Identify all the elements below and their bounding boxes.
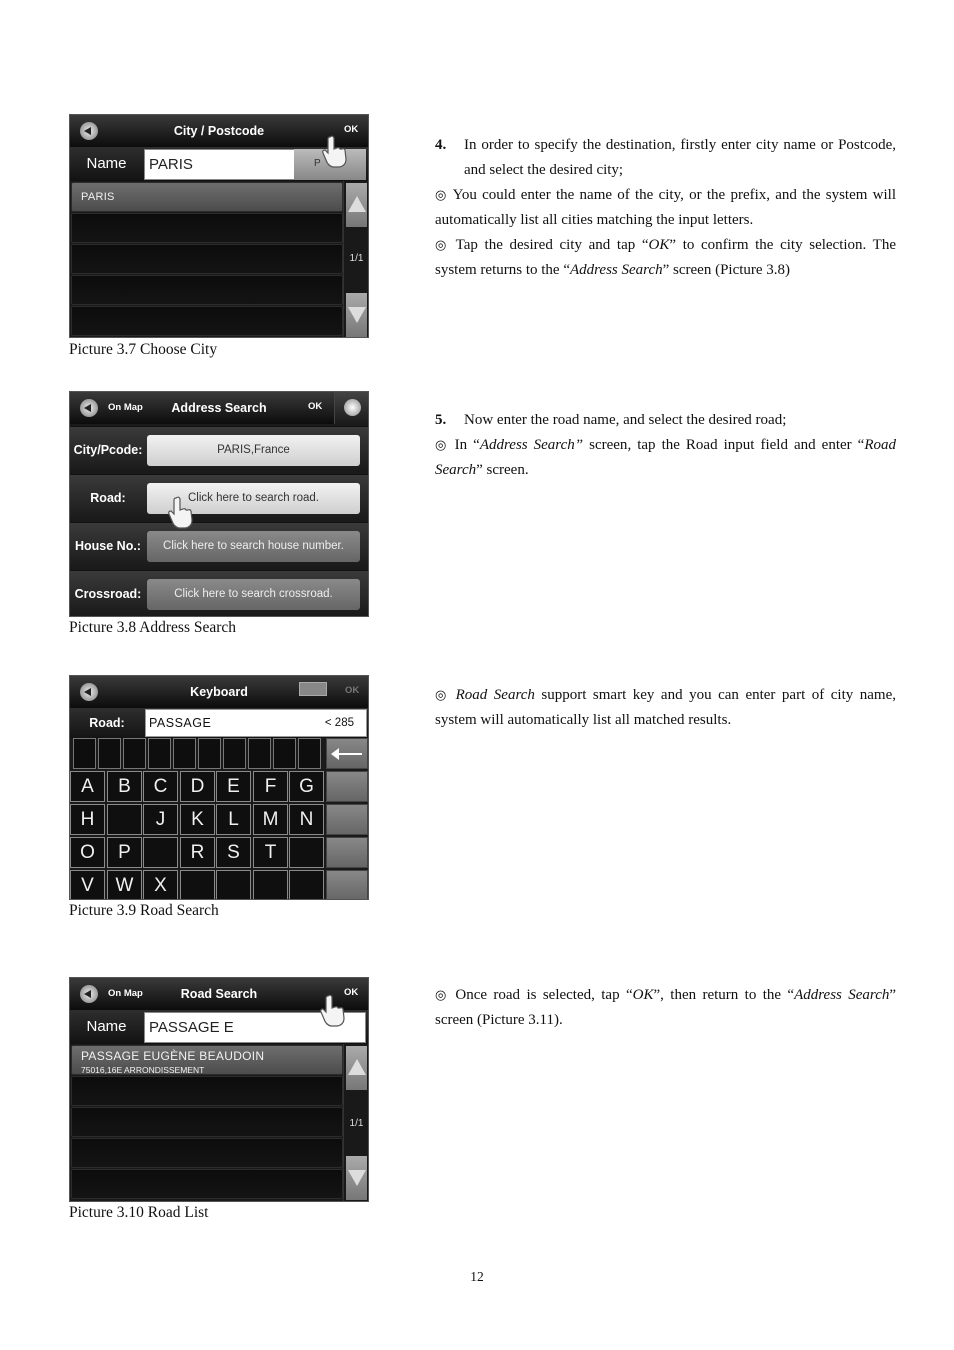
scroll-down-icon[interactable] — [346, 293, 367, 337]
navigation-button[interactable] — [334, 392, 368, 424]
title-bar — [70, 676, 368, 708]
ok-button[interactable]: OK — [308, 401, 323, 412]
side-key[interactable] — [326, 771, 368, 802]
city-postcode-screen — [69, 114, 369, 338]
scrollbar[interactable] — [343, 1044, 368, 1201]
smart-key[interactable] — [248, 738, 271, 769]
ok-button[interactable]: OK — [344, 987, 359, 998]
house-label: House No.: — [75, 539, 141, 553]
key-w[interactable]: W — [107, 870, 142, 900]
smart-key[interactable] — [73, 738, 96, 769]
key-s[interactable]: S — [216, 837, 251, 868]
bullet-symbol: ◎ — [435, 688, 450, 703]
crossroad-field[interactable]: Click here to search crossroad. — [147, 579, 360, 610]
side-key[interactable] — [326, 837, 368, 868]
road-input-text: PASSAGE — [149, 716, 212, 730]
house-field[interactable]: Click here to search house number. — [147, 531, 360, 562]
page-indicator: 1/1 — [349, 253, 364, 264]
on-map-button[interactable]: On Map — [108, 988, 143, 999]
city-input[interactable]: PARIS — [144, 149, 366, 180]
keyboard-screen — [69, 675, 369, 900]
step-4-block — [435, 133, 896, 283]
road-district: 75016,16E ARRONDISSEMENT — [81, 1065, 205, 1075]
list-item[interactable] — [71, 306, 343, 336]
key-blank[interactable] — [253, 870, 288, 900]
match-count: < 285 — [324, 717, 354, 729]
figure-caption: Picture 3.7 Choose City — [69, 341, 218, 358]
road-field[interactable]: Click here to search road. — [147, 483, 360, 514]
smart-key[interactable] — [198, 738, 221, 769]
city-row — [70, 426, 368, 472]
key-v[interactable]: V — [70, 870, 105, 900]
smart-key[interactable] — [173, 738, 196, 769]
bullet-symbol: ◎ — [435, 988, 449, 1003]
side-key[interactable] — [326, 804, 368, 835]
scroll-down-icon[interactable] — [346, 1156, 367, 1200]
road-name: PASSAGE EUGÈNE BEAUDOIN — [81, 1049, 265, 1063]
side-key[interactable] — [326, 870, 368, 900]
pointing-hand-icon — [168, 496, 194, 530]
road-label: Road: — [89, 716, 125, 730]
list-item[interactable] — [71, 1138, 343, 1168]
key-blank[interactable] — [143, 837, 178, 868]
key-f[interactable]: F — [253, 771, 288, 802]
ok-button[interactable]: OK — [344, 124, 359, 135]
figure-caption: Picture 3.8 Address Search — [69, 619, 237, 636]
key-e[interactable]: E — [216, 771, 251, 802]
step-4-number: 4. — [435, 137, 447, 153]
city-label: City/Pcode: — [73, 443, 143, 457]
list-item-label: PARIS — [81, 191, 115, 203]
key-g[interactable]: G — [289, 771, 324, 802]
pointing-hand-icon — [320, 994, 346, 1028]
figure-caption: Picture 3.9 Road Search — [69, 902, 219, 919]
name-label: Name — [86, 1018, 127, 1035]
screen-title: Address Search — [171, 401, 267, 415]
figure-caption: Picture 3.10 Road List — [69, 1204, 209, 1221]
key-h[interactable]: H — [70, 804, 105, 835]
road-input[interactable] — [145, 709, 367, 737]
step-5 — [435, 408, 896, 433]
list-item[interactable] — [71, 1169, 343, 1199]
smart-key[interactable] — [223, 738, 246, 769]
smart-key[interactable] — [123, 738, 146, 769]
road-input-row — [70, 708, 368, 738]
key-k[interactable]: K — [180, 804, 215, 835]
screen-title: Road Search — [180, 987, 258, 1001]
key-p[interactable]: P — [107, 837, 142, 868]
scroll-up-icon[interactable] — [346, 1046, 367, 1090]
key-blank[interactable] — [289, 870, 324, 900]
key-t[interactable]: T — [253, 837, 288, 868]
key-blank[interactable] — [289, 837, 324, 868]
step-4-text: In order to specify the destination, firstly enter city name or Postcode, and select the desired city; — [464, 137, 896, 178]
page-number: 12 — [470, 1269, 484, 1284]
list-item[interactable] — [71, 1107, 343, 1137]
road-search-note: ◎ Road Search support smart key and you can enter part of city name, system will automatically list all matched results. — [435, 687, 897, 728]
key-blank[interactable] — [216, 870, 251, 900]
page-indicator: 1/1 — [349, 1118, 364, 1129]
crossroad-row — [70, 570, 368, 616]
globe-icon — [344, 399, 361, 416]
road-row — [70, 474, 368, 520]
step-5-number: 5. — [435, 412, 447, 428]
key-b[interactable]: B — [107, 771, 142, 802]
key-j[interactable]: J — [143, 804, 178, 835]
keyboard-switch-icon[interactable] — [299, 682, 327, 696]
bullet-symbol: ◎ — [435, 238, 450, 253]
key-blank[interactable] — [107, 804, 142, 835]
scrollbar[interactable] — [343, 181, 368, 337]
screen-title: Keyboard — [190, 685, 248, 699]
key-a[interactable]: A — [70, 771, 105, 802]
search-button-label: P — [314, 158, 321, 169]
road-selected-note: ◎ Once road is selected, tap “OK”, then return to the “Address Search” screen (Picture 3.11). — [435, 987, 897, 1028]
key-m[interactable]: M — [253, 804, 288, 835]
smart-key[interactable] — [298, 738, 321, 769]
list-item[interactable] — [71, 244, 343, 274]
road-search-screen — [69, 977, 369, 1202]
house-row — [70, 522, 368, 568]
address-search-screen — [69, 391, 369, 617]
list-item[interactable] — [71, 1045, 343, 1075]
key-r[interactable]: R — [180, 837, 215, 868]
road-label: Road: — [90, 491, 126, 505]
step-4-bullet-2: ◎ Tap the desired city and tap “OK” to confirm the city selection. The system returns to the “Address Search” screen (Picture 3.8) — [435, 237, 896, 278]
on-map-button[interactable]: On Map — [108, 402, 143, 413]
list-item[interactable] — [71, 213, 343, 243]
key-n[interactable]: N — [289, 804, 324, 835]
name-label: Name — [86, 155, 127, 172]
scroll-up-icon[interactable] — [346, 183, 367, 227]
key-blank[interactable] — [180, 870, 215, 900]
ok-button[interactable]: OK — [345, 685, 360, 696]
bullet-symbol: ◎ — [435, 438, 449, 453]
title-bar — [70, 392, 368, 424]
screen-title: City / Postcode — [173, 124, 265, 138]
smart-key[interactable] — [98, 738, 121, 769]
key-l[interactable]: L — [216, 804, 251, 835]
pointing-hand-icon — [322, 135, 348, 169]
step-5-bullet-1: ◎ In “Address Search” screen, tap the Road input field and enter “Road Search” screen. — [435, 437, 897, 478]
road-input[interactable]: PASSAGE E — [144, 1012, 366, 1043]
city-field[interactable]: PARIS,France — [147, 435, 360, 466]
smart-key[interactable] — [148, 738, 171, 769]
list-item[interactable] — [71, 275, 343, 305]
key-x[interactable]: X — [143, 870, 178, 900]
key-d[interactable]: D — [180, 771, 215, 802]
list-item[interactable] — [71, 1076, 343, 1106]
list-item[interactable] — [71, 182, 343, 212]
step-4 — [435, 133, 896, 183]
key-o[interactable]: O — [70, 837, 105, 868]
step-5-block — [435, 408, 896, 483]
step-5-text: Now enter the road name, and select the desired road; — [464, 412, 787, 428]
smart-key[interactable] — [273, 738, 296, 769]
crossroad-label: Crossroad: — [74, 587, 142, 601]
backspace-arrow-icon — [334, 753, 362, 755]
key-c[interactable]: C — [143, 771, 178, 802]
step-4-bullet-1: ◎ You could enter the name of the city, or the prefix, and the system will automatically list all cities matching the input letters. — [435, 187, 897, 228]
bullet-symbol: ◎ — [435, 188, 448, 203]
backspace-key[interactable] — [326, 738, 368, 769]
